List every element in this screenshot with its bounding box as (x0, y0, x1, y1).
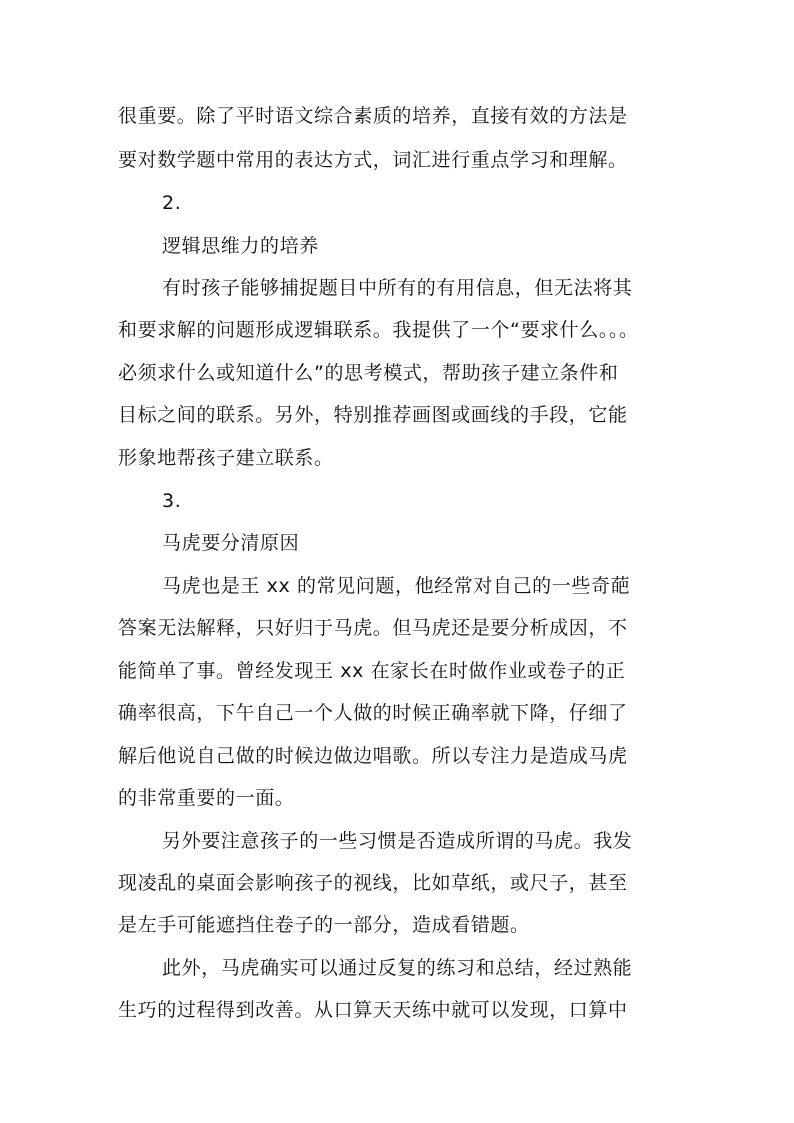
text-line: 是左手可能遮挡住卷子的一部分，造成看错题。 (118, 914, 530, 936)
section-number: 3. (162, 490, 182, 512)
text-line: 目标之间的联系。另外，特别推荐画图或画线的手段，它能 (118, 404, 628, 426)
text-line: 现凌乱的桌面会影响孩子的视线，比如草纸，或尺子，甚至 (118, 872, 628, 894)
text-line: 确率很高，下午自己一个人做的时候正确率就下降，仔细了 (118, 702, 628, 724)
text-line: 答案无法解释，只好归于马虎。但马虎还是要分析成因，不 (118, 617, 628, 639)
section-number: 2. (162, 192, 182, 214)
text-line: 要对数学题中常用的表达方式，词汇进行重点学习和理解。 (118, 149, 628, 171)
section-heading: 逻辑思维力的培养 (162, 235, 319, 257)
text-line: 有时孩子能够捕捉题目中所有的有用信息，但无法将其 (162, 277, 633, 299)
text-line: 解后他说自己做的时候边做边唱歌。所以专注力是造成马虎 (118, 745, 628, 767)
text-line: 很重要。除了平时语文综合素质的培养，直接有效的方法是 (118, 105, 628, 127)
text-line: 形象地帮孩子建立联系。 (118, 447, 334, 469)
text-line: 必须求什么或知道什么”的思考模式，帮助孩子建立条件和 (118, 362, 619, 384)
text-line: 另外要注意孩子的一些习惯是否造成所谓的马虎。我发 (162, 830, 633, 852)
text-line: 能简单了事。曾经发现王 xx 在家长在时做作业或卷子的正 (118, 660, 626, 682)
text-line: 此外，马虎确实可以通过反复的练习和总结，经过熟能 (162, 957, 633, 979)
section-heading: 马虎要分清原因 (162, 532, 300, 554)
text-line: 的非常重要的一面。 (118, 787, 295, 809)
text-line: 马虎也是王 xx 的常见问题，他经常对自己的一些奇葩 (162, 575, 631, 597)
text-line: 生巧的过程得到改善。从口算天天练中就可以发现，口算中 (118, 999, 628, 1021)
text-line: 和要求解的问题形成逻辑联系。我提供了一个“要求什么。。。 (118, 319, 639, 341)
